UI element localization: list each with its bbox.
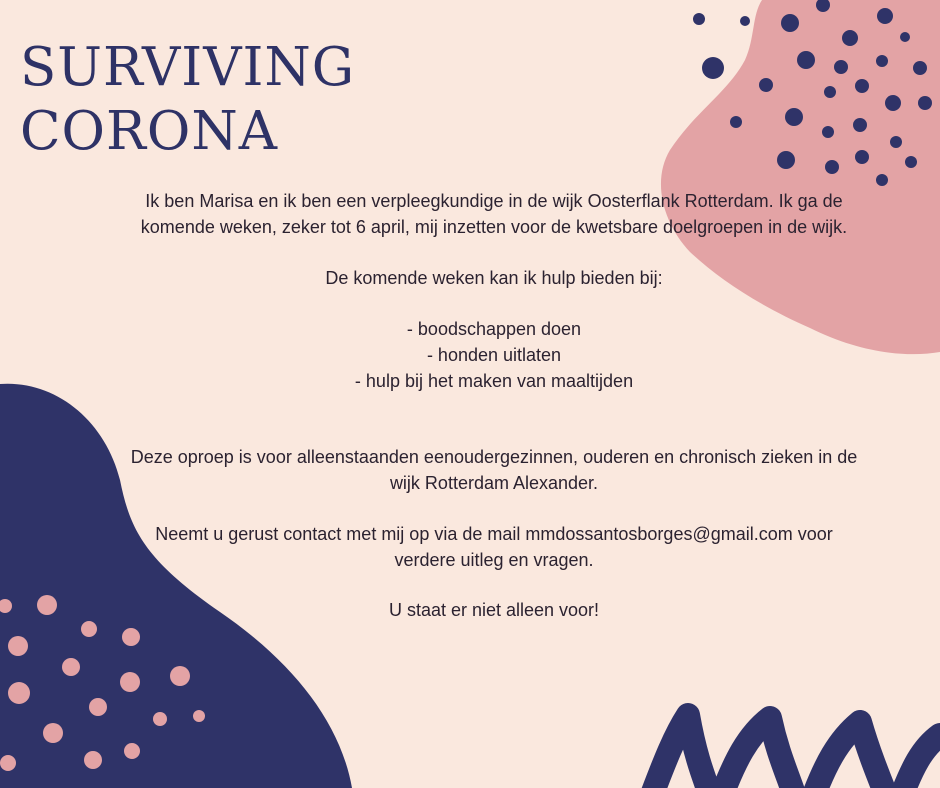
contact-paragraph <box>100 521 888 573</box>
navy-dot <box>885 95 901 111</box>
navy-dot <box>890 136 902 148</box>
pink-dot <box>84 751 102 769</box>
intro-line-2: komende weken, zeker tot 6 april, mij inzetten voor de kwetsbare doelgroepen in de wijk. <box>140 217 848 237</box>
navy-dot <box>824 86 836 98</box>
navy-dot <box>876 174 888 186</box>
navy-dot <box>900 32 910 42</box>
pink-dot <box>89 698 107 716</box>
navy-dot <box>702 57 724 79</box>
title-line-1: SURVIVING <box>20 37 356 98</box>
intro-line-1: Ik ben Marisa en ik ben een verpleegkundige in de wijk Oosterflank Rotterdam. Ik ga de <box>145 191 843 211</box>
pink-dot <box>193 710 205 722</box>
navy-dot <box>876 55 888 67</box>
page-title <box>20 36 355 164</box>
navy-dot <box>834 60 848 74</box>
navy-dot <box>740 16 750 26</box>
pink-dot <box>124 743 140 759</box>
pink-dot <box>0 755 16 771</box>
pink-dot <box>170 666 190 686</box>
help-item: - boodschappen doen <box>406 319 582 339</box>
navy-dot <box>693 13 705 25</box>
help-item: - hulp bij het maken van maaltijden <box>354 371 634 391</box>
pink-dot <box>81 621 97 637</box>
navy-dot <box>842 30 858 46</box>
pink-dot <box>37 595 57 615</box>
navy-dot <box>781 14 799 32</box>
navy-dot <box>785 108 803 126</box>
audience-line-1: Deze oproep is voor alleenstaanden eenoudergezinnen, ouderen en chronisch zieken in de <box>130 447 858 467</box>
audience-paragraph <box>100 444 888 496</box>
navy-dot <box>855 79 869 93</box>
navy-dot <box>730 116 742 128</box>
closing-text: U staat er niet alleen voor! <box>388 600 600 620</box>
navy-dot <box>777 151 795 169</box>
navy-dot <box>797 51 815 69</box>
audience-line-2: wijk Rotterdam Alexander. <box>389 473 599 493</box>
navy-dot <box>822 126 834 138</box>
navy-dot <box>913 61 927 75</box>
pink-dot <box>62 658 80 676</box>
navy-dot <box>759 78 773 92</box>
pink-dot <box>153 712 167 726</box>
navy-dot <box>855 150 869 164</box>
help-list <box>100 316 888 394</box>
help-item: - honden uitlaten <box>426 345 562 365</box>
help-heading: De komende weken kan ik hulp bieden bij: <box>325 268 663 288</box>
pink-dot <box>8 636 28 656</box>
pink-dot <box>122 628 140 646</box>
contact-line-2: verdere uitleg en vragen. <box>394 550 594 570</box>
navy-squiggle <box>650 715 940 788</box>
navy-dot <box>877 8 893 24</box>
pink-dot <box>43 723 63 743</box>
pink-dot <box>120 672 140 692</box>
pink-dot <box>8 682 30 704</box>
navy-dot <box>905 156 917 168</box>
navy-dot <box>853 118 867 132</box>
navy-dot <box>918 96 932 110</box>
intro-paragraph <box>100 188 888 240</box>
navy-dot <box>825 160 839 174</box>
contact-line-1: Neemt u gerust contact met mij op via de mail mmdossantosborges@gmail.com voor <box>155 524 833 544</box>
title-line-2: CORONA <box>20 101 279 162</box>
